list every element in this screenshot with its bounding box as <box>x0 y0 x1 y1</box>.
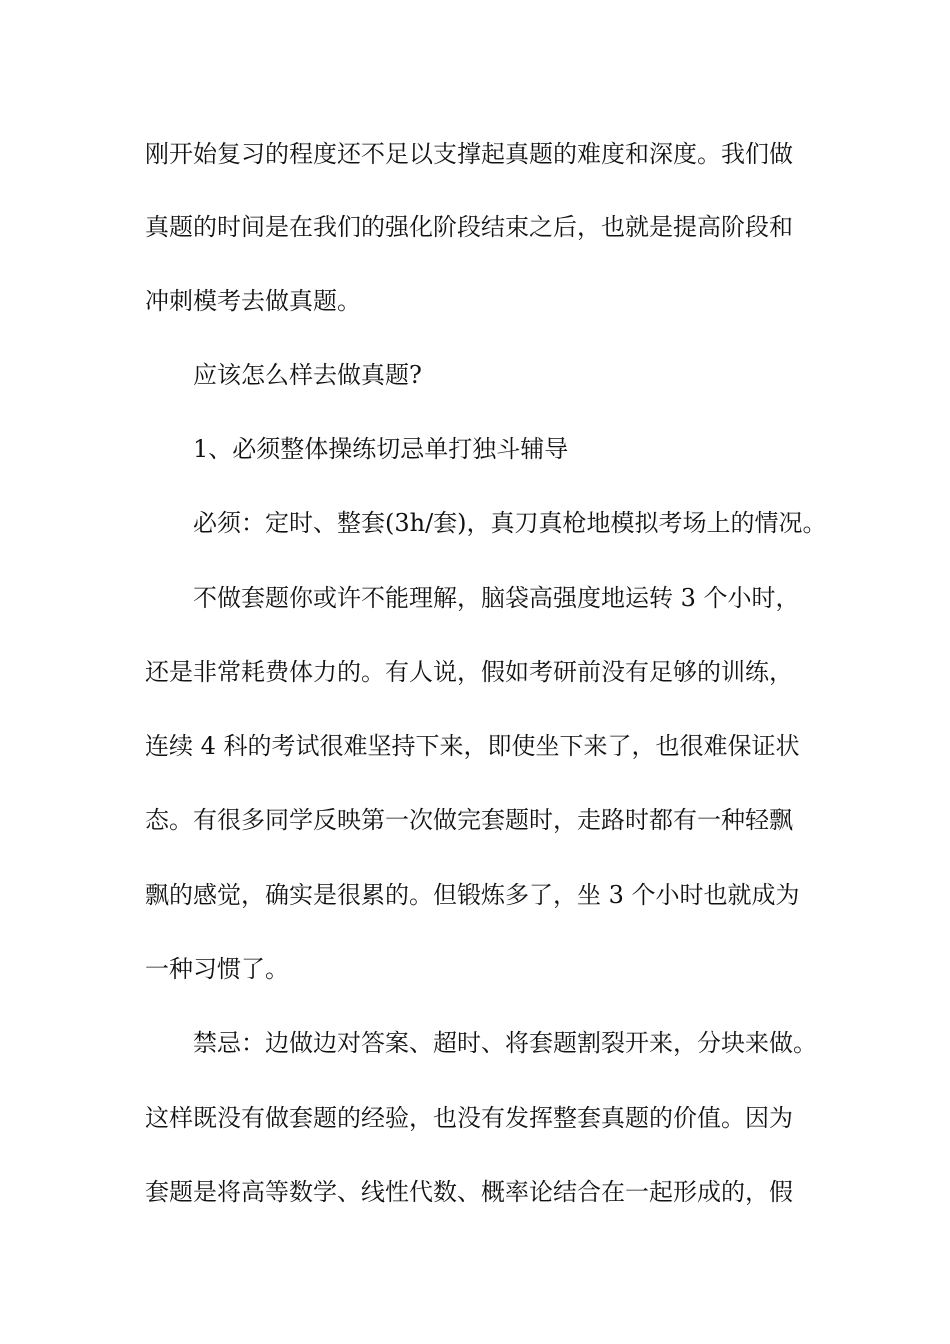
text-line: 必须：定时、整套(3h/套)，真刀真枪地模拟考场上的情况。 <box>193 509 827 537</box>
text-line: 刚开始复习的程度还不足以支撑起真题的难度和深度。我们做 <box>145 140 793 168</box>
text-line: 态。有很多同学反映第一次做完套题时，走路时都有一种轻飘 <box>145 806 793 834</box>
text-line: 冲刺模考去做真题。 <box>145 287 361 315</box>
text-line: 真题的时间是在我们的强化阶段结束之后，也就是提高阶段和 <box>145 213 793 241</box>
text-line: 飘的感觉，确实是很累的。但锻炼多了，坐 3 个小时也就成为 <box>145 881 800 909</box>
section-heading: 1、必须整体操练切忌单打独斗辅导 <box>193 435 569 463</box>
text-line: 不做套题你或许不能理解，脑袋高强度地运转 3 个小时， <box>193 584 800 612</box>
text-line: 连续 4 科的考试很难坚持下来，即使坐下来了，也很难保证状 <box>145 732 800 760</box>
text-line: 这样既没有做套题的经验，也没有发挥整套真题的价值。因为 <box>145 1104 793 1132</box>
section-question: 应该怎么样去做真题? <box>193 361 422 389</box>
text-line: 套题是将高等数学、线性代数、概率论结合在一起形成的，假 <box>145 1178 793 1206</box>
text-line: 一种习惯了。 <box>145 955 289 983</box>
text-line: 禁忌：边做边对答案、超时、将套题割裂开来，分块来做。 <box>193 1029 817 1057</box>
text-line: 还是非常耗费体力的。有人说，假如考研前没有足够的训练， <box>145 658 793 686</box>
